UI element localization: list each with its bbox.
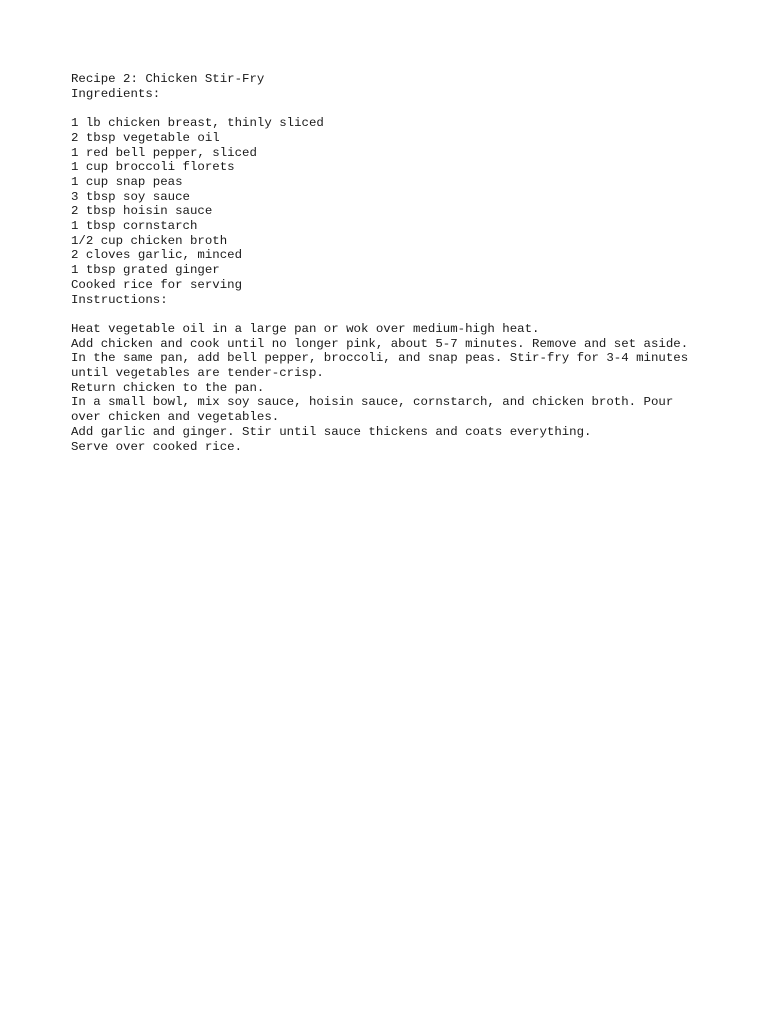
instruction-line: In the same pan, add bell pepper, broccoli, and snap peas. Stir-fry for 3-4 minutes	[71, 351, 689, 366]
instruction-line: Heat vegetable oil in a large pan or wok over medium-high heat.	[71, 321, 540, 336]
ingredient-item: 1 tbsp grated ginger	[71, 263, 220, 278]
ingredient-item: 2 cloves garlic, minced	[71, 248, 243, 263]
ingredients-list	[71, 116, 751, 292]
ingredient-item: Cooked rice for serving	[71, 277, 243, 292]
ingredient-item: 1 cup broccoli florets	[71, 160, 235, 175]
instruction-line: Add garlic and ginger. Stir until sauce thickens and coats everything.	[71, 424, 592, 439]
ingredient-item: 2 tbsp hoisin sauce	[71, 204, 213, 219]
ingredients-heading: Ingredients:	[71, 86, 161, 101]
recipe-document	[71, 72, 751, 454]
ingredient-item: 1 tbsp cornstarch	[71, 219, 198, 234]
blank-line	[71, 101, 751, 116]
recipe-title: Recipe 2: Chicken Stir-Fry	[71, 72, 265, 86]
instruction-line: Add chicken and cook until no longer pink, about 5-7 minutes. Remove and set aside.	[71, 336, 689, 351]
instructions-heading: Instructions:	[71, 292, 168, 307]
ingredient-item: 2 tbsp vegetable oil	[71, 130, 220, 145]
ingredient-item: 1/2 cup chicken broth	[71, 233, 228, 248]
ingredient-item: 1 red bell pepper, sliced	[71, 145, 257, 160]
instruction-line: In a small bowl, mix soy sauce, hoisin sauce, cornstarch, and chicken broth. Pour	[71, 395, 674, 410]
instruction-line: over chicken and vegetables.	[71, 410, 280, 425]
instruction-line: Return chicken to the pan.	[71, 380, 265, 395]
instructions-list	[71, 322, 751, 454]
blank-line	[71, 307, 751, 322]
ingredient-item: 1 cup snap peas	[71, 174, 183, 189]
instruction-line: Serve over cooked rice.	[71, 439, 243, 454]
ingredient-item: 1 lb chicken breast, thinly sliced	[71, 116, 324, 131]
instruction-line: until vegetables are tender-crisp.	[71, 366, 324, 381]
ingredient-item: 3 tbsp soy sauce	[71, 189, 190, 204]
